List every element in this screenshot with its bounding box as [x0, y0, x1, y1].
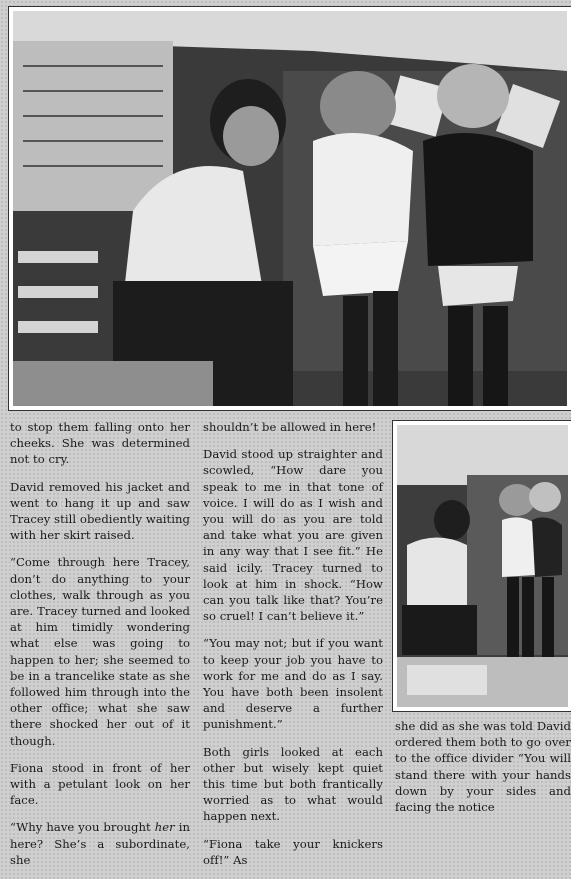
paragraph: she did as she was told David ordered them both to go over to the office divider “You will stand there with your hands down by your sides and facing the notice — [395, 719, 571, 815]
paragraph: Fiona stood in front of her with a petulant look on her face. — [10, 760, 190, 808]
office-scene-photo-small-drawing — [397, 425, 568, 707]
paragraph: “Fiona take your knickers off!” As — [203, 836, 383, 867]
paragraph-text: “Why have you brought — [10, 820, 155, 835]
side-photo-frame — [392, 420, 571, 712]
paragraph: “You may not; but if you want to keep your job you have to work for me and do as I say. You have both been insolent and deserve a further punishment.” — [203, 636, 383, 732]
top-photo-frame — [8, 6, 571, 411]
text-column-1 — [10, 419, 190, 879]
paragraph: shouldn’t be allowed in here! — [203, 420, 377, 434]
text-column-2 — [203, 419, 383, 879]
paragraph: “Come through here Tracey, don’t do anything to your clothes, walk through as you are. Tracey turned and looked at him timidly wondering what else was going to happen to her; she seemed to be in a trancelike state as she followed him through into the other office; what she saw there shocked her out of it though. — [10, 555, 190, 748]
office-scene-photo-small — [397, 425, 568, 707]
paragraph: to stop them falling onto her cheeks. She was determined not to cry. — [10, 420, 190, 467]
emphasis-text: her — [154, 820, 175, 835]
office-scene-photo-drawing — [13, 11, 567, 406]
paragraph: Both girls looked at each other but wisely kept quiet this time but both frantically worried as to what would happen next. — [203, 744, 383, 824]
paragraph — [10, 819, 190, 868]
text-column-3 — [395, 718, 571, 826]
paragraph: David removed his jacket and went to hang it up and saw Tracey still obediently waiting with her skirt raised. — [10, 479, 190, 543]
paragraph: David stood up straighter and scowled, “How dare you speak to me in that tone of voice. I will do as I wish and you will do as you are told and take what you are given in any way that I see fit.” He said icily. Tracey turned to look at him in shock. “How can you talk like that? You’re so cruel! I can’t believe it.” — [203, 447, 383, 624]
office-scene-photo — [13, 11, 567, 406]
paragraph-text: in here? She’s a subordinate, she — [10, 820, 190, 867]
